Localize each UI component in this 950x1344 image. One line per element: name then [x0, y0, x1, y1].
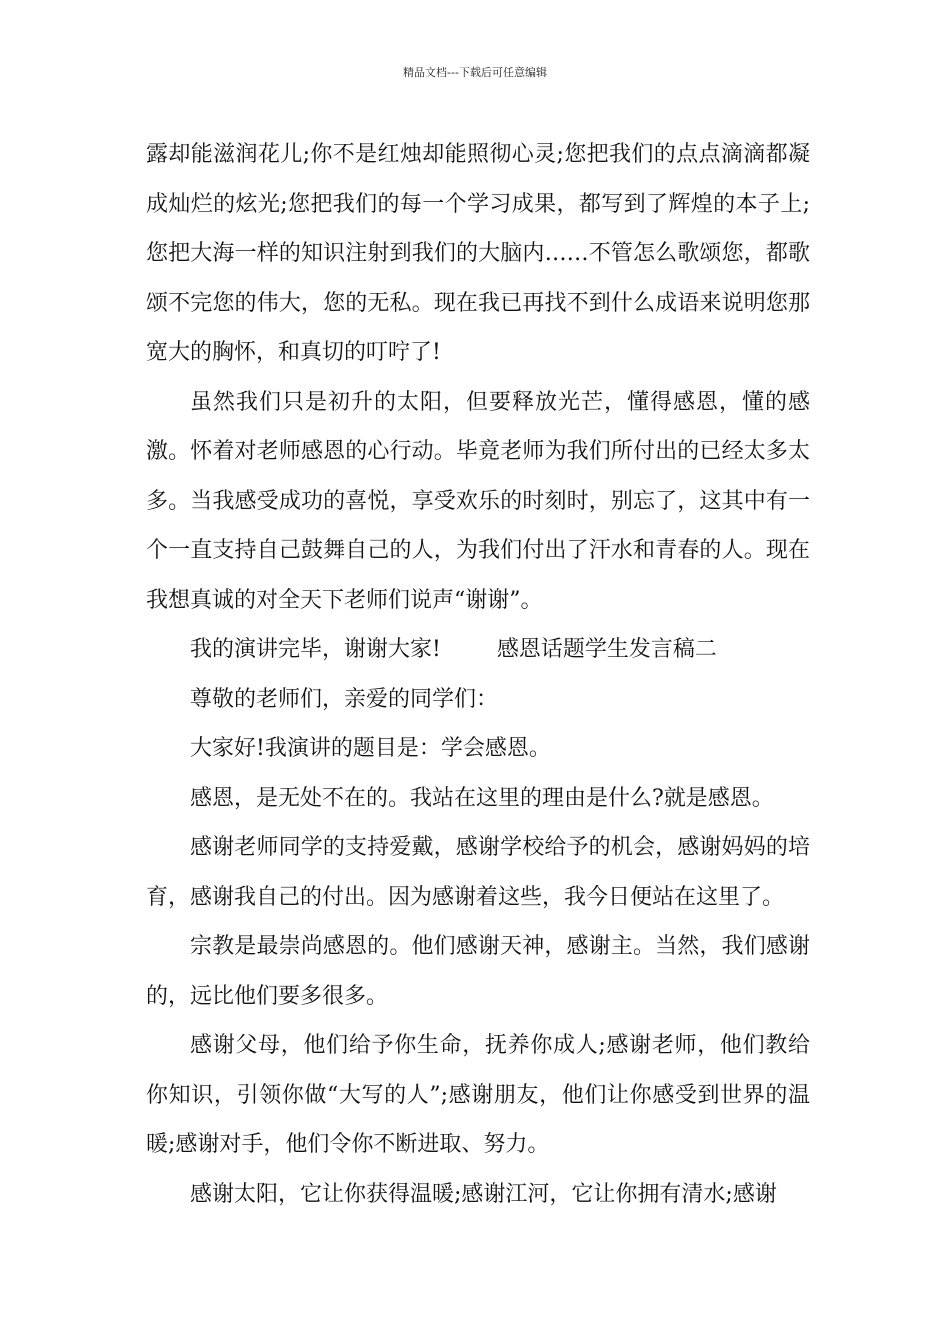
page-header: 精品文档---下载后可任意编辑 — [403, 66, 547, 79]
paragraph-5: 大家好!我演讲的题目是：学会感恩。 — [190, 736, 551, 761]
paragraph-1: 露却能滋润花儿;你不是红烛却能照彻心灵;您把我们的点点滴滴都凝成灿烂的炫光;您把我们的每一个学习成果，都写到了辉煌的本子上;您把大海一样的知识注射到我们的大脑内……不管怎么歌颂您，都歌颂不完您的伟大，您的无私。现在我已再找不到什么成语来说明您那宽大的胸怀，和真切的叮咛了! — [146, 142, 810, 365]
paragraph-6: 感恩，是无处不在的。我站在这里的理由是什么?就是感恩。 — [190, 785, 774, 811]
document-body — [146, 130, 810, 1219]
paragraph-8: 宗教是最崇尚感恩的。他们感谢天神，感谢主。当然，我们感谢的，远比他们要多很多。 — [146, 934, 810, 1009]
paragraph-9: 感谢父母，他们给予你生命，抚养你成人;感谢老师，他们教给你知识，引领你做“大写的人”;感谢朋友，他们让你感受到世界的温暖;感谢对手，他们令你不断进取、努力。 — [146, 1033, 810, 1157]
paragraph-2: 虽然我们只是初升的太阳，但要释放光芒，懂得感恩，懂的感激。怀着对老师感恩的心行动。毕竟老师为我们所付出的已经太多太多。当我感受成功的喜悦，享受欢乐的时刻时，别忘了，这其中有一个一直支持自己鼓舞自己的人，为我们付出了汗水和青春的人。现在我想真诚的对全天下老师们说声“谢谢”。 — [146, 389, 810, 613]
paragraph-7: 感谢老师同学的支持爱戴，感谢学校给予的机会，感谢妈妈的培育，感谢我自己的付出。因为感谢着这些，我今日便站在这里了。 — [146, 835, 810, 910]
section-title: 感恩话题学生发言稿二 — [496, 637, 717, 662]
paragraph-3 — [146, 625, 810, 675]
paragraph-4: 尊敬的老师们，亲爱的同学们： — [190, 686, 499, 712]
closing-line: 我的演讲完毕，谢谢大家! — [190, 637, 441, 662]
paragraph-10: 感谢太阳，它让你获得温暖;感谢江河，它让你拥有清水;感谢 — [190, 1181, 777, 1207]
